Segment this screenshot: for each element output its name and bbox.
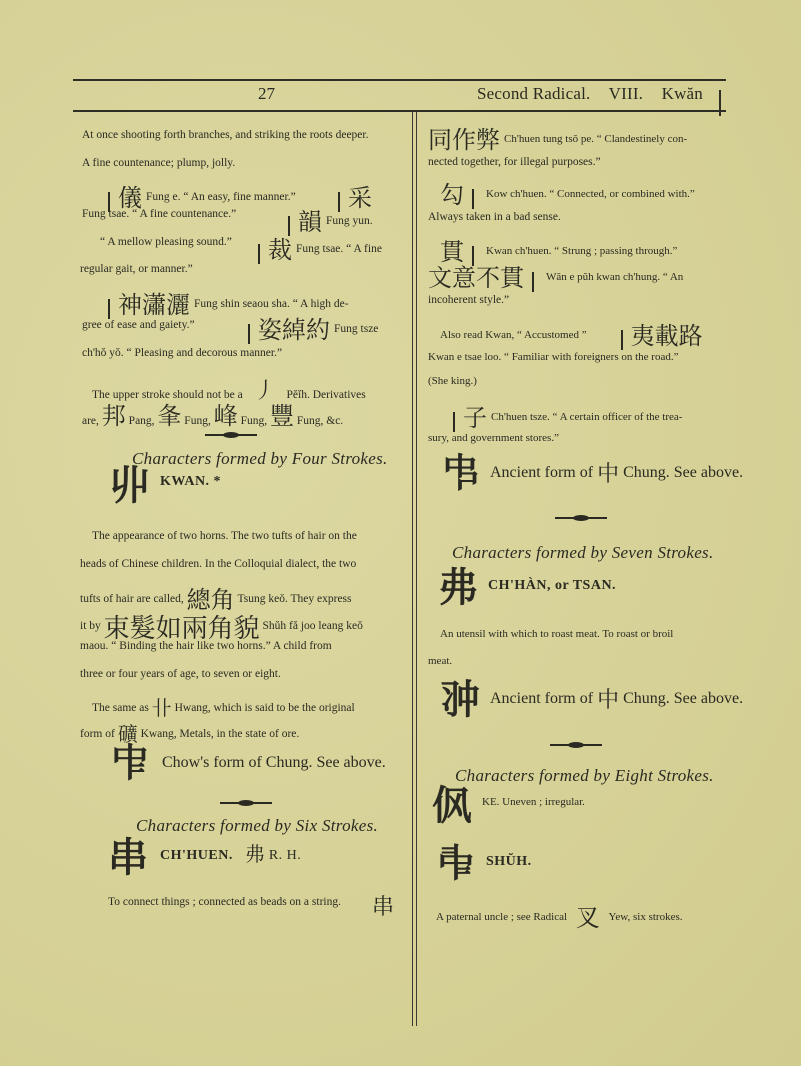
chow-entry — [110, 741, 386, 787]
cjk-radical: 𠁧 — [440, 451, 480, 497]
cjk-char: 弗 — [244, 842, 265, 866]
cjk-char: 邦 — [101, 402, 126, 430]
cjk-chars: 束髮如兩角貌 — [103, 614, 260, 644]
entry-text: Ancient form of — [490, 690, 594, 707]
entry-text: Kow ch'huen. “ Connected, or combined with.” — [486, 188, 695, 200]
cjk-char: 勾 — [440, 181, 464, 209]
section-ornament — [205, 432, 257, 438]
radical-entry-chhan — [438, 565, 617, 611]
entry-text: Fung yun. — [326, 215, 373, 227]
paternal-line — [436, 898, 683, 933]
radical-name: CH'HUEN. — [160, 848, 233, 863]
cjk-chars: 總角 — [186, 586, 235, 614]
entry-text: Fung tsae. “ A fine — [296, 243, 382, 255]
radical-name: KWAN. * — [160, 474, 222, 489]
text-line: The appearance of two horns. The two tufts of hair on the — [92, 530, 357, 542]
entry-text: Chung. See above. — [623, 690, 744, 707]
note-text: Pĕĭh. Derivatives — [286, 389, 366, 401]
repeat-mark — [453, 412, 455, 432]
entry-text: Shŭh fă joo leang keŏ — [262, 620, 363, 632]
entry-text: it by — [80, 620, 101, 632]
entry-text: Also read Kwan, “ Accustomed ” — [440, 329, 587, 341]
cjk-radical: 丱 — [110, 463, 150, 509]
running-head-title — [477, 84, 717, 104]
cjk-radical: 𠁩 — [436, 841, 476, 887]
radical-name: SHŬH. — [486, 854, 532, 869]
reading: Fung, — [240, 415, 268, 427]
text-line: Kwan e tsae loo. “ Familiar with foreigners on the road.” — [428, 351, 679, 363]
entry-text: Chow's form of Chung. See above. — [162, 754, 386, 771]
derivatives-prefix: are, — [82, 415, 99, 427]
entry-text: ch'hŏ yŏ. “ Pleasing and decorous manner.” — [82, 347, 283, 359]
cjk-char: 夆 — [157, 402, 182, 430]
radical-name: CH'HÀN, or TSAN. — [488, 578, 617, 593]
text-line: At once shooting forth branches, and striking the roots deeper. — [82, 129, 369, 141]
text-line: maou. “ Binding the hair like two horns.” A child from — [80, 640, 332, 652]
header-top-rule — [73, 79, 726, 81]
cjk-chars: 姿綽約 — [258, 316, 330, 344]
entry-text: “ A mellow pleasing sound.” — [100, 236, 232, 248]
entry-also-read — [440, 316, 703, 351]
cjk-radical: 㐽 — [432, 783, 472, 829]
cjk-char: 中 — [597, 462, 620, 487]
cjk-radical: 𠁨 — [440, 677, 480, 723]
section-heading-six-strokes: Characters formed by Six Strokes. — [136, 816, 379, 835]
radical-entry-shuh — [436, 841, 532, 887]
text-line: sury, and government stores.” — [428, 432, 559, 444]
text-line: incoherent style.” — [428, 294, 510, 306]
entry-text: Kwang, Metals, in the state of ore. — [140, 728, 300, 740]
section-heading-seven-strokes: Characters formed by Seven Strokes. — [452, 543, 714, 562]
cjk-char: 峰 — [213, 402, 238, 430]
connect-line: To connect things ; connected as beads on a string. — [108, 896, 341, 908]
entry-text: Ch'huen tung tsŏ pe. “ Clandestinely con- — [504, 133, 688, 145]
entry-text: tufts of hair are called, — [80, 593, 184, 605]
text-line: (She king.) — [428, 375, 477, 387]
entry-text: Fung shin seaou sha. “ A high de- — [194, 298, 349, 310]
section-ornament — [550, 742, 602, 748]
repeat-mark — [532, 272, 534, 292]
section-ornament — [555, 515, 607, 521]
cjk-chars: 夷載路 — [630, 322, 703, 350]
entry-fung-tsze — [240, 310, 378, 345]
entry-text: Ancient form of — [490, 464, 594, 481]
radical-numeral: VIII. — [608, 84, 644, 103]
cjk-chars: 同作弊 — [428, 126, 500, 154]
entry-text: Ch'huen tsze. “ A certain officer of the trea- — [491, 411, 683, 423]
radical-entry-ke — [432, 783, 585, 829]
header-bottom-rule — [73, 110, 726, 112]
same-as-line — [92, 692, 355, 721]
text-line: A fine countenance; plump, jolly. — [82, 157, 236, 169]
cjk-chars: 神瀟灑 — [118, 291, 190, 319]
entry-text: gree of ease and gaiety.” — [82, 319, 195, 331]
entry-text: KE. Uneven ; irregular. — [482, 796, 585, 808]
cjk-char: 韻 — [298, 208, 322, 236]
entry-text: Wăn e pŭh kwan ch'hung. “ An — [546, 271, 684, 283]
entry-text: A paternal uncle ; see Radical — [436, 911, 568, 923]
entry-text: Chung. See above. — [623, 464, 744, 481]
cjk-radical: 弗 — [438, 565, 478, 611]
reading: Fung, — [184, 415, 211, 427]
entry-text: form of — [80, 728, 115, 740]
text-line: heads of Chinese children. In the Colloquial dialect, the two — [80, 558, 357, 570]
text-line: three or four years of age, to seven or eight. — [80, 668, 281, 680]
column-divider — [412, 112, 417, 1026]
cjk-char: 叉 — [575, 904, 600, 932]
cjk-stroke: 丿 — [253, 379, 276, 404]
repeat-mark — [621, 330, 623, 350]
derivatives-line — [82, 396, 343, 431]
entry-text: Tsung keŏ. They express — [237, 593, 352, 605]
entry-text: Fung e. “ An easy, fine manner.” — [146, 191, 296, 203]
note-text: The upper stroke should not be a — [92, 389, 243, 401]
cjk-char: 豐 — [269, 402, 294, 430]
radical-stroke-mark — [719, 90, 721, 116]
text-line: nected together, for illegal purposes.” — [428, 156, 601, 168]
radical-entry-chhuen — [108, 835, 302, 881]
radical-name: Kwăn — [661, 84, 703, 103]
cjk-char: 裁 — [268, 236, 292, 264]
cjk-char: 中 — [597, 688, 620, 713]
entry-fung-tsae — [250, 230, 382, 265]
text-line: Always taken in a bad sense. — [428, 211, 561, 223]
section-heading-four-strokes: Characters formed by Four Strokes. — [132, 449, 388, 468]
repeat-mark — [248, 324, 250, 344]
entry-text: Hwang, which is said to be the original — [174, 702, 355, 714]
cjk-char: 儀 — [118, 184, 142, 212]
page-number: 27 — [258, 84, 275, 103]
repeat-mark — [108, 299, 110, 319]
cjk-char: 采 — [348, 184, 372, 212]
entry-text: regular gait, or manner.” — [80, 263, 193, 275]
text-line: An utensil with which to roast meat. To roast or broil — [440, 628, 674, 640]
entry-text: The same as — [92, 702, 149, 714]
entry-wan-e-puh — [428, 258, 683, 293]
cjk-radical: 𠁦 — [110, 741, 150, 787]
radical-ref: R. H. — [268, 848, 302, 863]
entry-text: Yew, six strokes. — [608, 911, 683, 923]
entry-text: Kwan ch'huen. “ Strung ; passing through.” — [486, 245, 678, 257]
entry-chhuen-tsze — [445, 398, 682, 433]
ancient-form-entry — [440, 451, 744, 497]
cjk-char: 貫 — [440, 238, 464, 266]
reading: Pang, — [128, 415, 155, 427]
entry-text: Fung tsze — [334, 323, 379, 335]
section-ornament — [220, 800, 272, 806]
reading: Fung, &c. — [296, 415, 344, 427]
repeat-mark — [258, 244, 260, 264]
entry-kow-chhuen — [440, 175, 695, 210]
cjk-char: 卝 — [151, 696, 172, 720]
cjk-char: 子 — [463, 404, 487, 432]
entry-text: Fung tsae. “ A fine countenance.” — [82, 208, 237, 220]
section-heading-eight-strokes: Characters formed by Eight Strokes. — [455, 766, 714, 785]
ancient-form-entry — [440, 677, 744, 723]
repeat-mark — [472, 189, 474, 209]
radical-label: Second Radical. — [477, 84, 591, 103]
cjk-char: 串 — [372, 895, 395, 920]
cjk-chars: 文意不貫 — [428, 264, 524, 292]
text-line: meat. — [428, 655, 453, 667]
radical-entry-kwan — [110, 463, 222, 509]
cjk-radical: 串 — [108, 835, 148, 881]
running-header — [73, 84, 726, 108]
cjk-char: 礦 — [117, 722, 138, 746]
entry-tung-tso-pe — [428, 120, 687, 155]
